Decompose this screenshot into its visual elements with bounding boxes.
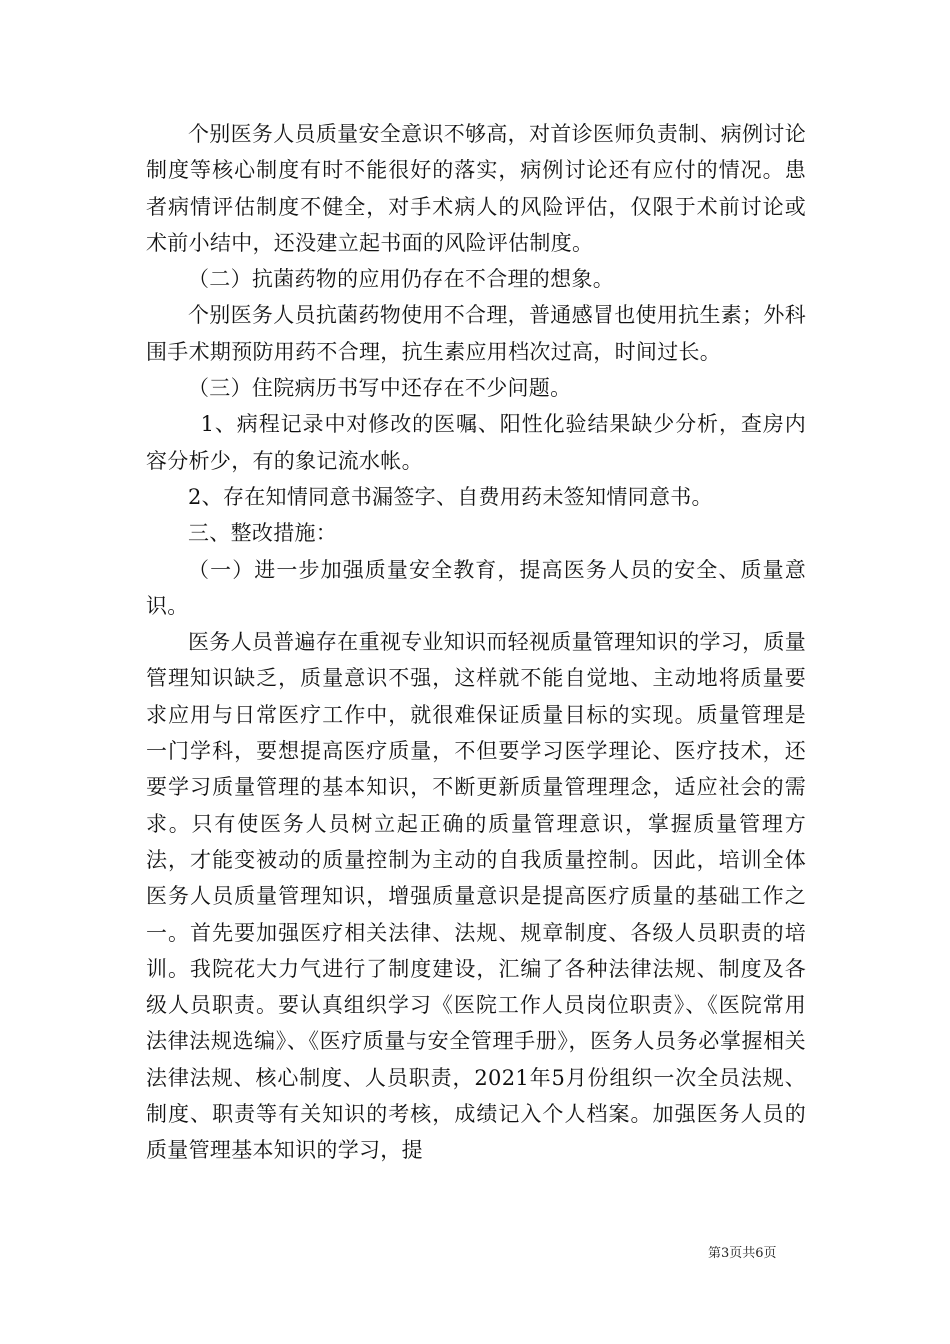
heading-rectification: 三、整改措施： [188, 521, 338, 546]
heading-antibiotics: （二）抗菌药物的应用仍存在不合理的想象。 [188, 267, 614, 292]
paragraph-quality-management: 医务人员普遍存在重视专业知识而轻视质量管理知识的学习，质量管理知识缺乏，质量意识不强，这样就不能自觉地、主动地将质量要求应用与日常医疗工作中，就很难保证质量目标的实现。质量管理是一门学科，要想提高医疗质量，不但要学习医学理论、医疗技术，还要学习质量管理的基本知识，不断更新质量管理理念，适应社会的需求。只有使医务人员树立起正确的质量管理意识，掌握质量管理方法，才能变被动的质量控制为主动的自我质量控制。因此，培训全体医务人员质量管理知识，增强质量意识是提高医疗质量的基础工作之一。首先要加强医疗相关法律、法规、规章制度、各级人员职责的培训。我院花大力气进行了制度建设，汇编了各种法律法规、制度及各级人员职责。要认真组织学习《医院工作人员岗位职责》、《医院常用法律法规选编》、《医疗质量与安全管理手册》，医务人员务必掌握相关法律法规、核心制度、人员职责，2021年5月份组织一次全员法规、制度、职责等有关知识的考核，成绩记入个人档案。加强医务人员的质量管理基本知识的学习，提 [146, 630, 806, 1163]
paragraph-antibiotics: 个别医务人员抗菌药物使用不合理，普通感冒也使用抗生素；外科围手术期预防用药不合理，抗生素应用档次过高，时间过长。 [146, 303, 806, 364]
paragraph-record-issue-2: 2、存在知情同意书漏签字、自费用药未签知情同意书。 [188, 484, 713, 509]
page-number: 第3页共6页 [708, 1246, 777, 1261]
paragraph-quality-awareness: 个别医务人员质量安全意识不够高，对首诊医师负责制、病例讨论制度等核心制度有时不能很好的落实，病例讨论还有应付的情况。患者病情评估制度不健全，对手术病人的风险评估，仅限于术前讨论或术前小结中，还没建立起书面的风险评估制度。 [146, 122, 806, 255]
heading-medical-records: （三）住院病历书写中还存在不少问题。 [188, 376, 572, 401]
paragraph-record-issue-1: 1、病程记录中对修改的医嘱、阳性化验结果缺少分析，查房内容分析少，有的象记流水帐。 [146, 412, 806, 473]
document-body [146, 116, 806, 1169]
heading-safety-education: （一）进一步加强质量安全教育，提高医务人员的安全、质量意识。 [146, 557, 806, 618]
